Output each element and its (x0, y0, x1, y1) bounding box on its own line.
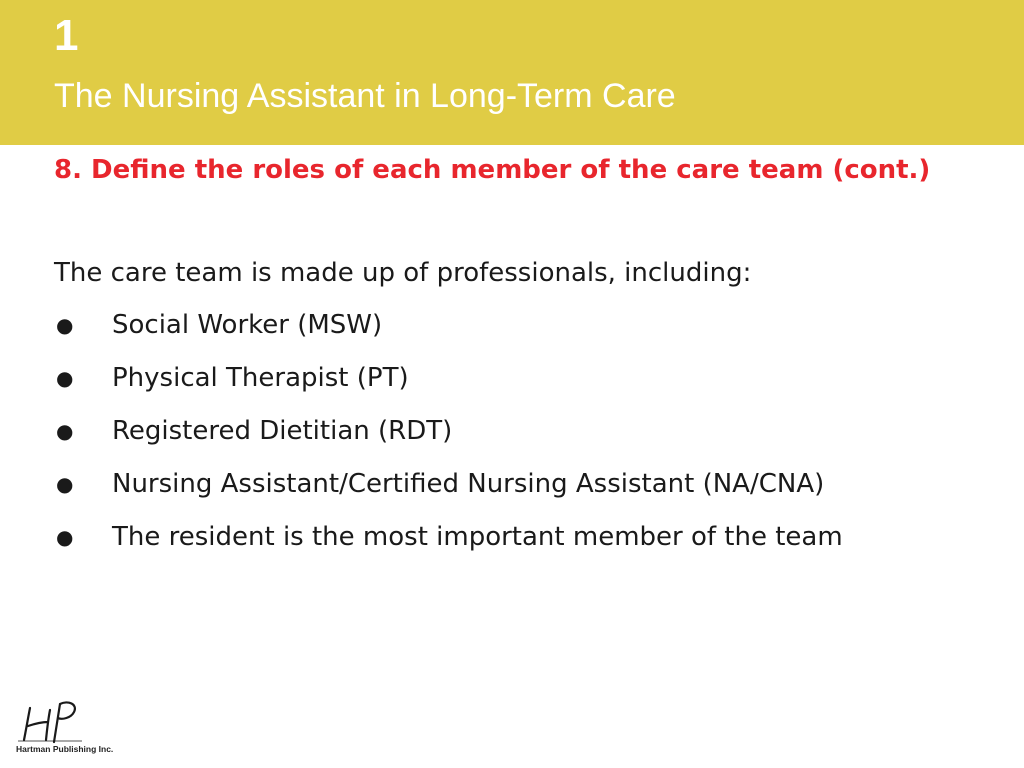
intro-text: The care team is made up of professionals, including: (54, 258, 752, 288)
bullet-icon: ● (56, 472, 74, 496)
header-band (0, 0, 1024, 145)
bullet-icon: ● (56, 525, 74, 549)
bullet-icon: ● (56, 313, 74, 337)
bullet-icon: ● (56, 366, 74, 390)
objective-heading: 8. Define the roles of each member of the care team (cont.) (54, 155, 931, 185)
hp-monogram-icon (14, 700, 84, 744)
chapter-number: 1 (54, 11, 79, 60)
bullet-text: Social Worker (MSW) (112, 310, 383, 340)
logo-text: Hartman Publishing Inc. (16, 744, 114, 754)
chapter-title: The Nursing Assistant in Long-Term Care (54, 77, 676, 115)
bullet-text: Registered Dietitian (RDT) (112, 416, 453, 446)
bullet-text: The resident is the most important member of the team (112, 522, 843, 552)
bullet-text: Physical Therapist (PT) (112, 363, 409, 393)
publisher-logo (14, 700, 164, 760)
bullet-text: Nursing Assistant/Certified Nursing Assistant (NA/CNA) (112, 469, 825, 499)
bullet-icon: ● (56, 419, 74, 443)
